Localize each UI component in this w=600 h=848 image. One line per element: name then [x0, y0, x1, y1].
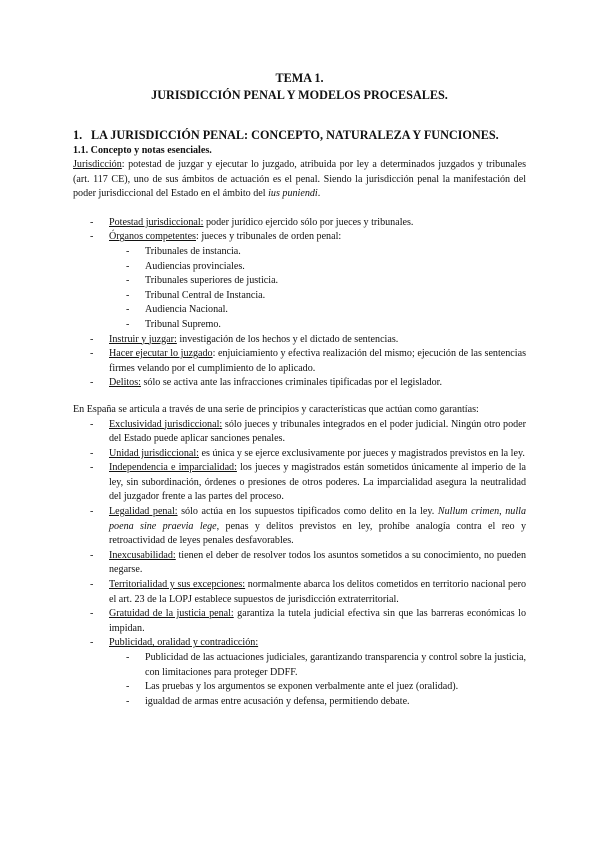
- sublist-item: - Tribunales de instancia.: [109, 245, 526, 260]
- list-item-text: investigación de los hechos y el dictado de sentencias.: [176, 333, 399, 345]
- list-item-text: tienen el deber de resolver todos los asuntos sometidos a su conocimiento, no pueden negarse.: [109, 549, 526, 576]
- list-item-text: normalmente abarca los delitos cometidos en territorio nacional pero el art. 23 de la LOPJ establece supuestos de jurisdicción extraterritorial.: [109, 579, 526, 605]
- list-item: [73, 347, 526, 376]
- sublist-item: - Audiencias provinciales.: [109, 260, 526, 275]
- functions-list: [73, 216, 526, 391]
- list-item: [73, 418, 526, 447]
- publicidad-sublist: [109, 651, 526, 709]
- list-item-text: garantiza la tutela judicial efectiva sin que las barreras económicas lo impidan.: [109, 608, 526, 634]
- list-item-term: Unidad jurisdiccional:: [109, 447, 199, 459]
- list-item: [73, 505, 526, 549]
- list-item-italic: Nullum crimen, nulla poena sine praevia lege: [109, 506, 526, 532]
- list-item: [73, 636, 526, 709]
- document-title-line2: JURISDICCIÓN PENAL Y MODELOS PROCESALES.: [151, 88, 448, 102]
- sublist-item: - Publicidad de las actuaciones judiciales, garantizando transparencia y control sobre la justicia, con limitaciones para proteger DDFF.: [109, 651, 526, 680]
- subsection-heading: 1.1. Concepto y notas esenciales.: [73, 145, 212, 156]
- section-heading: [73, 128, 526, 143]
- list-item-text: es única y se ejerce exclusivamente por jueces y magistrados previstos en la ley.: [198, 447, 525, 459]
- list-item-text: sólo actúa en los supuestos tipificados como delito en la ley.: [177, 506, 438, 518]
- list-item-term: Gratuidad de la justicia penal:: [109, 608, 234, 620]
- list-item: [73, 447, 526, 462]
- list-item-term: Instruir y juzgar:: [109, 333, 177, 345]
- section-number: 1.: [73, 128, 83, 142]
- organos-sublist: [109, 245, 526, 333]
- list-item-text: : enjuiciamiento y efectiva realización del mismo; ejecución de las sentencias firmes velando por el cumplimiento de lo aplicado.: [109, 348, 526, 374]
- list-item-term: Delitos:: [109, 377, 141, 389]
- list-item: [73, 376, 526, 391]
- list-item-term: Territorialidad y sus excepciones:: [109, 579, 246, 591]
- list-item: [73, 216, 526, 231]
- list-item-term: Potestad jurisdiccional:: [109, 216, 204, 228]
- espana-paragraph: En España se articula a través de una serie de principios y características que actúan como garantías:: [73, 403, 479, 415]
- list-item: [73, 461, 526, 505]
- sublist-item: - Audiencia Nacional.: [109, 303, 526, 318]
- list-item-text: los jueces y magistrados están sometidos únicamente al imperio de la ley, sin subordinación, órdenes o presiones de otros poderes. La imparcialidad asegura la neutralidad del juzgador frente a las partes del proceso.: [109, 462, 527, 503]
- list-item: [73, 549, 526, 578]
- intro-text: : potestad de juzgar y ejecutar lo juzgado, atribuida por ley a determinados juzgados y tribunales (art. 117 CE), uno de sus ámbitos de actuación es el penal. Siendo la jurisdicción penal la manifestación del poder jurisdiccional del Estado en el ámbito del: [73, 159, 526, 200]
- list-item-term: Publicidad, oralidad y contradicción:: [109, 637, 259, 649]
- sublist-item: - Tribunal Supremo.: [109, 318, 526, 333]
- list-item: [73, 607, 526, 636]
- list-item: [73, 333, 526, 348]
- intro-term: Jurisdicción: [73, 159, 122, 170]
- list-item-text: sólo se activa ante las infracciones criminales tipificadas por el legislador.: [140, 377, 442, 389]
- list-item-term: Independencia e imparcialidad:: [109, 462, 237, 474]
- guarantees-list: [73, 418, 526, 710]
- list-item-term: Legalidad penal:: [109, 506, 178, 518]
- list-item: [73, 230, 526, 332]
- document-page: [73, 70, 526, 709]
- section-title: LA JURISDICCIÓN PENAL: CONCEPTO, NATURALEZA Y FUNCIONES.: [91, 128, 499, 142]
- list-item-text: : jueces y tribunales de orden penal:: [196, 231, 342, 243]
- list-item-term: Inexcusabilidad:: [109, 549, 176, 561]
- list-item-term: Hacer ejecutar lo juzgado: [109, 348, 213, 360]
- intro-italic: ius puniendi: [268, 188, 318, 200]
- sublist-item: - Tribunales superiores de justicia.: [109, 274, 526, 289]
- sublist-item: - Tribunal Central de Instancia.: [109, 289, 526, 304]
- sublist-item: - igualdad de armas entre acusación y defensa, permitiendo debate.: [109, 695, 526, 710]
- list-item-text: sólo jueces y tribunales integrados en el poder judicial. Ningún otro poder del Estado puede aplicar sanciones penales.: [109, 418, 527, 445]
- list-item-text: , penas y delitos previstos en ley, prohíbe analogía contra el reo y retroactividad de leyes penales desfavorables.: [109, 520, 526, 547]
- sublist-item: - Las pruebas y los argumentos se exponen verbalmente ante el juez (oralidad).: [109, 680, 526, 695]
- intro-end: .: [317, 188, 321, 200]
- list-item: [73, 578, 526, 607]
- list-item-text: poder jurídico ejercido sólo por jueces y tribunales.: [203, 216, 414, 228]
- list-item-term: Órganos competentes: [109, 231, 196, 243]
- intro-paragraph: [73, 158, 526, 202]
- list-item-term: Exclusividad jurisdiccional:: [109, 418, 223, 430]
- document-title-line1: TEMA 1.: [275, 71, 324, 85]
